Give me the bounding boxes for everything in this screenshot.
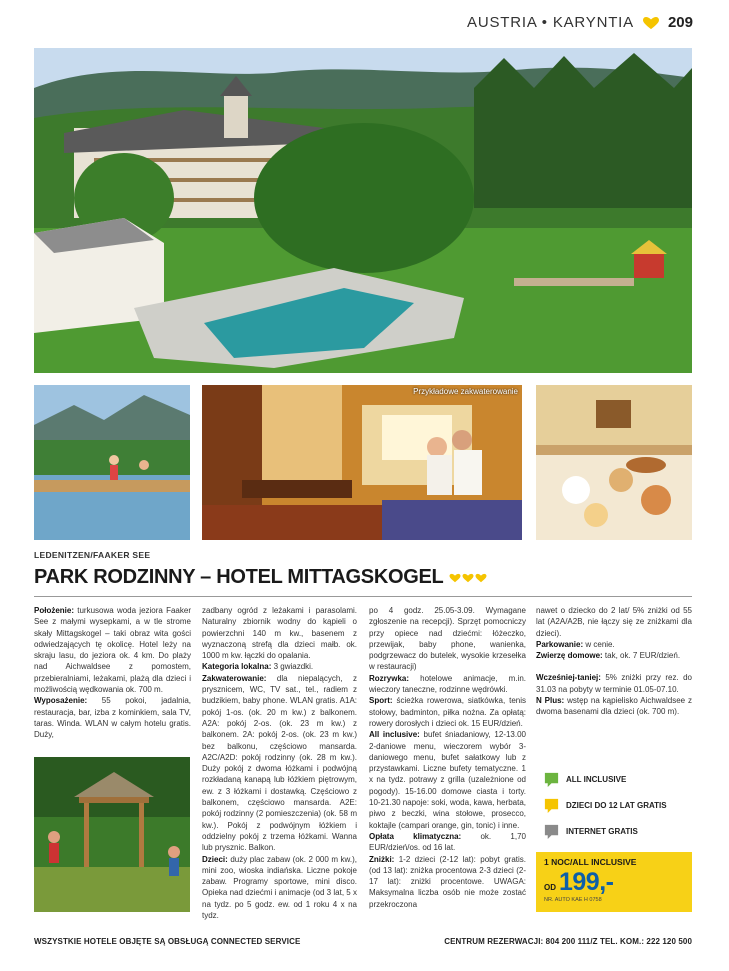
price-box [536, 852, 692, 912]
paragraph-entertainment: Rozrywka: hotelowe animacje, m.in. wieczory taneczne, rodzinne wędrówki. [369, 673, 526, 695]
footer-booking-contact: CENTRUM REZERWACJI: 804 200 111/Z TEL. KOM.: 222 120 500 [444, 937, 692, 946]
photo-caption: Przykładowe zakwaterowanie [413, 387, 518, 396]
location-label: LEDENITZEN/FAAKER SEE [34, 550, 151, 560]
hotel-aerial-photo [34, 48, 692, 373]
price-title: 1 NOC/ALL INCLUSIVE [544, 857, 637, 867]
heart-rating-icon [475, 572, 487, 584]
paragraph-n-plus: N Plus: wstęp na kąpielisko Aichwaldsee z dwoma basenami dla dzieci (ok. 700 m). [536, 696, 692, 717]
paragraph-garden: zadbany ogród z leżakami i parasolami. Naturalny zbiornik wodny do kąpieli o powierzchni 140 m kw., basenem z wyznaczoną strefą dla dzieci małb. ok. 1000 m kw. łączki do opalania. [202, 606, 357, 661]
paragraph-climate-fee: Opłata klimatyczna: ok. 1,70 EUR/dzień/os. od 16 lat. [369, 831, 527, 853]
paragraph-early-booking: Wcześniej-taniej: 5% zniżki przy rez. do 31.03 na pobyty w terminie 01.05-07.10. [536, 673, 692, 694]
heart-rating-icon [449, 572, 461, 584]
paragraph-equipment: Wyposażenie: 55 pokoi, jadalnia, restauracja, bar, izba z kominkiem, sala TV, taras. Winda. WLAN w całym hotelu gratis. Duży, [34, 696, 191, 740]
paragraph-all-inclusive: All inclusive: bufet śniadaniowy, 12-13.00 2-daniowe menu, wieczorem wybór 3-daniowego menu, bufet sałatkowy lub z przystawkami. Liczne bufety tematyczne. 1 x na tydz. potrawy z grilla (uzależnione od pogody). 15-16.00 domowe ciasta i torty. 10-21.30 napoje: soki, woda, kawa, herbata, piwo z beczki, wina stołowe, prosecco, koktajle (campari orange, gin, tonic) i inne. [369, 730, 526, 830]
price-amount: 199,- [559, 868, 614, 896]
lake-photo [34, 385, 190, 540]
buffet-photo [536, 385, 692, 540]
hotel-rating [449, 572, 487, 584]
all-inclusive-icon [543, 771, 560, 788]
badge-all-inclusive: ALL INCLUSIVE [543, 766, 667, 792]
room-photo [202, 385, 522, 540]
page-number: 209 [667, 14, 693, 31]
badge-internet: INTERNET GRATIS [543, 818, 667, 844]
internet-icon [543, 823, 560, 840]
footer-service-note: WSZYSTKIE HOTELE OBJĘTE SĄ OBSŁUGĄ CONNECTED SERVICE [34, 937, 301, 946]
paragraph-childcare: po 4 godz. 25.05-3.09. Wymagane zgłoszenie na recepcji). Sprzęt pomocniczy przy opiece nad dziećmi: łóżeczko, przewijak, baby phone, wanienka, podgrzewacz do butelek, wysokie krzesełka w restauracji) [369, 606, 526, 672]
paragraph-children: Dzieci: duży plac zabaw (ok. 2 000 m kw.), mini zoo, wioska indiańska. Liczne pokoje zabaw. Programy sportowe, mini disco. Opieka nad dziećmi i animacje (od 3 lat, 5 x na tydz. po 5 godz. ew. od 1 roku 4 x na tydz. [202, 854, 357, 921]
feature-badges [543, 766, 667, 844]
price-prefix: OD [544, 883, 556, 892]
paragraph-pets: Zwierzę domowe: tak, ok. 7 EUR/dzień. [536, 651, 681, 661]
hotel-name: PARK RODZINNY – HOTEL MITTAGSKOGEL [34, 566, 444, 588]
description-column-4 [536, 605, 692, 718]
paragraph-discount-cont: nawet o dziecko do 2 lat/ 5% zniżki od 55 lat (A2A/A2B, nie łączy się ze zniżkami dla dzieci). [536, 606, 692, 638]
description-column-1 [34, 605, 191, 741]
playground-photo [34, 757, 190, 912]
paragraph-parking: Parkowanie: w cenie. [536, 639, 615, 649]
region-label: AUSTRIA • KARYNTIA [467, 14, 634, 31]
heart-rating-icon [462, 572, 474, 584]
description-column-3 [369, 605, 526, 910]
description-column-2 [202, 605, 357, 921]
badge-kids-free: DZIECI DO 12 LAT GRATIS [543, 792, 667, 818]
price-code: NR. AUTO KAE H 0758 [544, 897, 602, 903]
kids-icon [543, 797, 560, 814]
paragraph-location: Położenie: turkusowa woda jeziora Faaker See z małymi wysepkami, a w tle strome skały Mittagskogel – taki obraz wita gości odwiedzających tę okolicę. Hotel leży na skraju lasu, do jeziora ok. 4 km. Do plaży nad Aichwaldsee z pomostem, przebieralniami, leżakami, plażą dla dzieci i możliwością wędkowania ok. 700 m. [34, 606, 191, 695]
paragraph-discounts: Zniżki: 1-2 dzieci (2-12 lat): pobyt gratis. (od 13 lat): zniżka procentowa 2-3 dzieci (2-17 lat): zniżki procentowe. UWAGA: Maksymalna liczba osób nie może zostać przekroczona [369, 854, 526, 909]
paragraph-category: Kategoria lokalna: 3 gwiazdki. [202, 662, 314, 672]
paragraph-sport: Sport: ścieżka rowerowa, siatkówka, tenis stołowy, badminton, piłka nożna. Za opłatą: rowery dorosłych i dzieci ok. 15 EUR/dzień. [369, 696, 526, 728]
heart-logo-icon [642, 16, 660, 30]
page-header [467, 14, 693, 31]
title-divider [34, 596, 692, 597]
hotel-title [34, 566, 487, 589]
paragraph-accommodation: Zakwaterowanie: dla niepalących, z prysznicem, WC, TV sat., tel., radiem z budzikiem, baby phone. WLAN gratis. A1A: pokój 1-os. (ok. 20 m kw.) z balkonem. A2A: pokój 2-os. (ok. 23 m kw.) z balkonem. 2A: pokój 2-os. (ok. 23 m kw.) bez balkonu, częściowo mansarda. A2C/A2D: pokój rodzinny (ok. 28 m kw.). Duży pokój z dwoma łóżkami i podwójną rozkładaną kanapą lub łóżkiem piętrowym, ew. z 3 łóżkami i dostawką. Częściowo z balkonem, częściowo mansarda. A2E: pokój rodzinny (2 pomieszczenia) (ok. 58 m kw.). Pokój z podwójnym łóżkiem i oddzielny pokój z trzema łóżkami. Wanna lub prysznic. Balkon. [202, 673, 357, 853]
